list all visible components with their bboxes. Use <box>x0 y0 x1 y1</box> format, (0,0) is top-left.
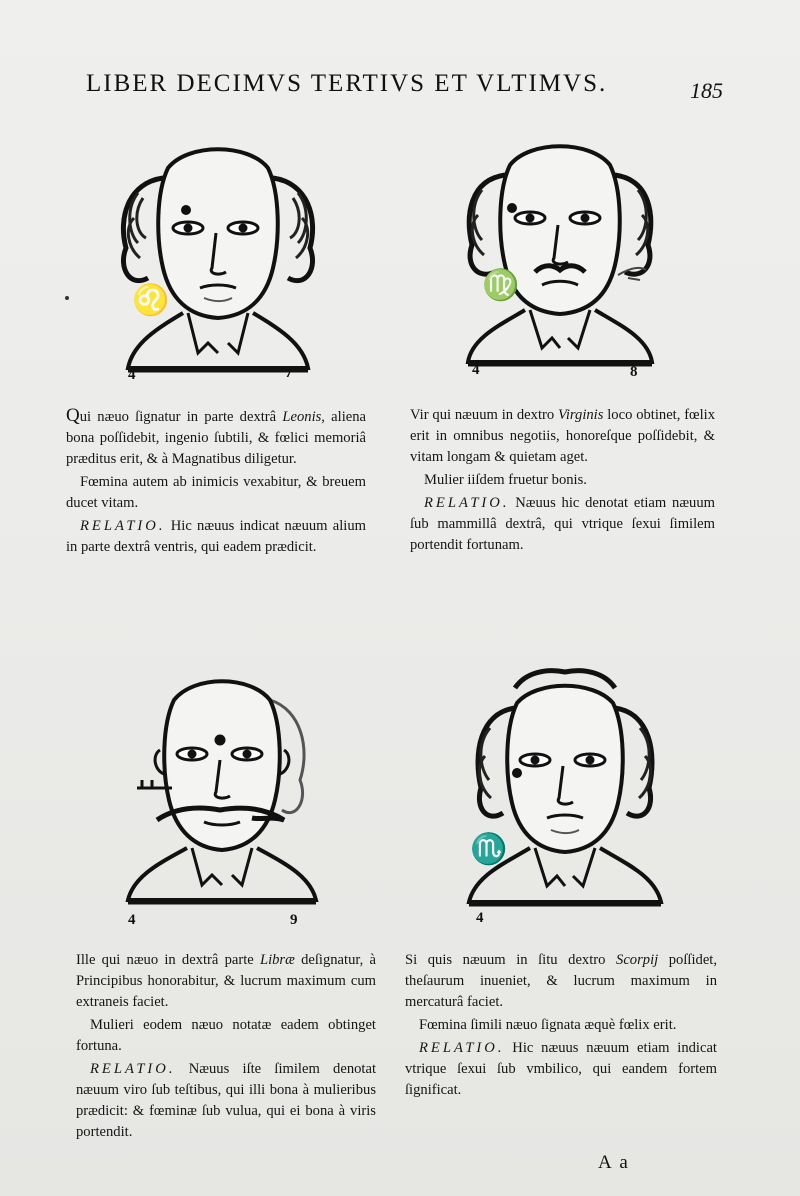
page-number: 185 <box>690 78 723 103</box>
virgo-relatio <box>410 493 715 556</box>
libra-paragraph-2: Mulieri eodem næuo notatæ eadem obtinget fortuna. <box>76 1017 376 1054</box>
woodcut-scorpio-face <box>455 668 675 918</box>
figure-number-right: 7 <box>285 365 293 381</box>
scorpio-paragraph-2: Fœmina ſimili næuo ſignata æquè fœlix erit. <box>419 1017 677 1033</box>
figure-number-left: 4 <box>472 362 480 378</box>
figure-number-right: 9 <box>290 912 298 928</box>
relatio-label: RELATIO. <box>424 495 510 511</box>
running-head: LIBER DECIMVS TERTIVS ET VLTIMVS. <box>86 70 608 97</box>
face-illustration <box>455 668 675 918</box>
relatio-text: Næuus iſte ſimilem denotat næuum viro ſub teſtibus, qui illi bona à mulieribus prædicit: & fœminæ ſub vulua, qui ei bona à viris portendit. <box>76 1061 376 1140</box>
zodiac-scorpio-symbol: ♏ <box>470 832 508 867</box>
text-run: Vir qui næuum in dextro <box>410 407 558 423</box>
figure-number-left: 4 <box>128 912 136 928</box>
figure-number-left: 4 <box>476 910 484 926</box>
sign-name: Libræ <box>259 952 295 968</box>
woodcut-libra-face <box>112 670 332 920</box>
relatio-text: Næuus hic denotat etiam næuum ſub mammillâ dextrâ, qui vtrique ſexui ſimilem portendit fortunam. <box>410 495 715 553</box>
scorpio-relatio <box>405 1038 717 1101</box>
sign-name: Leonis <box>282 409 322 425</box>
text-run: poſſidet, theſaurum inueniet, & lucrum maximum in mercaturâ faciet. <box>405 952 717 1010</box>
relatio-label: RELATIO. <box>80 518 166 534</box>
face-illustration <box>112 670 332 920</box>
relatio-text: Hic næuus indicat næuum alium in parte dextrâ ventris, qui eadem prædicit. <box>66 518 366 555</box>
text-run: ui næuo ſignatur in parte dextrâ <box>79 409 283 425</box>
virgo-paragraph-1 <box>410 405 715 468</box>
relatio-label: RELATIO. <box>90 1061 176 1077</box>
virgo-paragraph-2: Mulier iiſdem fruetur bonis. <box>424 472 587 488</box>
zodiac-leo-symbol: ♌ <box>132 283 170 318</box>
ink-speck <box>65 296 69 300</box>
libra-relatio <box>76 1059 376 1143</box>
text-run: loco obtinet, fœlix erit in omnibus negotiis, honoreſque poſſidebit, & vitam longam & quietam aget. <box>410 407 716 465</box>
drop-initial: Q <box>66 405 80 426</box>
figure-number-left: 4 <box>128 367 136 383</box>
leo-paragraph-2: Fœmina autem ab inimicis vexabitur, & breuem ducet vitam. <box>66 474 366 511</box>
leo-relatio <box>66 516 366 558</box>
sign-name: Scorpij <box>616 952 659 968</box>
zodiac-virgo-symbol: ♍ <box>482 268 520 303</box>
woodcut-virgo-face <box>450 130 670 380</box>
face-illustration <box>108 138 328 388</box>
text-run: , aliena bona poſſidebit, ingenio ſubtili, & fœlici memoriâ præditus erit, & à Magnatibus diligetur. <box>66 409 366 467</box>
relatio-label: RELATIO. <box>419 1040 505 1056</box>
sign-name: Virginis <box>558 407 604 423</box>
leo-paragraph-1 <box>66 405 366 470</box>
leo-text-block <box>66 405 366 560</box>
scorpio-paragraph-1 <box>405 950 717 1013</box>
woodcut-leo-face <box>108 138 328 388</box>
text-run: deſignatur, à Principibus honorabitur, & lucrum maximum cum extraneis faciet. <box>76 952 376 1010</box>
libra-text-block <box>76 950 376 1145</box>
text-run: Ille qui næuo in dextrâ parte <box>76 952 260 968</box>
libra-paragraph-1 <box>76 950 376 1013</box>
signature-mark: A a <box>598 1152 630 1173</box>
figure-number-right: 8 <box>630 364 638 380</box>
relatio-text: Hic næuus næuum etiam indicat vtrique ſexui ſub vmbilico, qui eandem fortem ſignificat. <box>405 1040 717 1098</box>
face-illustration <box>450 130 670 380</box>
virgo-text-block <box>410 405 715 558</box>
text-run: Si quis næuum in ſitu dextro <box>405 952 617 968</box>
scorpio-text-block <box>405 950 717 1103</box>
